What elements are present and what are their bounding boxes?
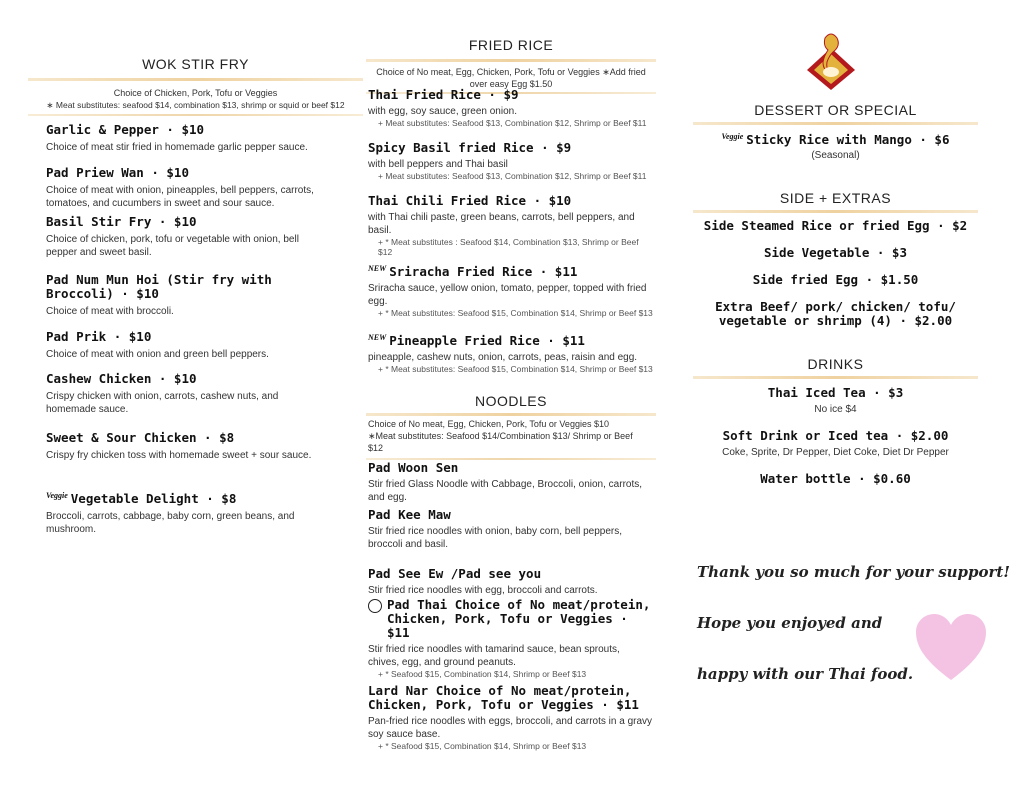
wok-item <box>46 215 326 259</box>
wok-item-name: Cashew Chicken · $10 <box>46 371 197 386</box>
noodle-item-desc: Stir fried rice noodles with tamarind sauce, bean sprouts, chives, egg, and ground peanuts. <box>368 644 620 668</box>
drinks-rule <box>693 376 978 379</box>
wok-item-desc: Choice of meat with broccoli. <box>46 306 174 317</box>
noodle-item <box>368 684 653 751</box>
sides-title: SIDE + EXTRAS <box>779 190 892 206</box>
side-item: Extra Beef/ pork/ chicken/ tofu/ vegetable or shrimp (4) · $2.00 <box>715 299 956 328</box>
wok-item-desc: Choice of meat with onion and green bell peppers. <box>46 349 269 360</box>
noodles-intro <box>368 418 648 454</box>
fried-rice-item-sub: + * Meat substitutes : Seafood $14, Combination $13, Shrimp or Beef $12 <box>378 237 639 257</box>
noodle-item-desc: Stir fried Glass Noodle with Cabbage, Broccoli, onion, carrots, and egg. <box>368 479 643 503</box>
wok-item <box>46 330 326 361</box>
restaurant-logo <box>805 32 857 90</box>
wok-section <box>28 0 363 536</box>
dessert-note: (Seasonal) <box>811 150 860 161</box>
fried-rice-item-desc: with bell peppers and Thai basil <box>368 159 508 170</box>
fried-rice-item <box>368 331 653 374</box>
dessert-item-name: Sticky Rice with Mango · $6 <box>746 132 950 148</box>
noodle-item-name: Lard Nar Choice of No meat/protein, Chicken, Pork, Tofu or Veggies · $11 <box>368 683 639 712</box>
drinks-title: DRINKS <box>807 356 864 372</box>
fried-rice-item <box>368 141 653 181</box>
wok-rule <box>28 78 363 81</box>
noodles-subs: ∗Meat substitutes: Seafood $14/Combination $13/ Shrimp or Beef $12 <box>368 431 633 453</box>
side-item: Side Steamed Rice or fried Egg · $2 <box>703 218 968 233</box>
noodle-item-name: Pad See Ew /Pad see you <box>368 566 542 581</box>
sides-rule <box>693 210 978 213</box>
fried-rice-item-title: Sriracha Fried Rice · $11 <box>389 264 578 280</box>
fried-rice-item-desc: with Thai chili paste, green beans, carrots, bell peppers, and basil. <box>368 212 635 236</box>
noodle-item <box>368 461 653 504</box>
noodles-title: NOODLES <box>475 393 547 409</box>
wok-item <box>46 166 326 210</box>
noodle-item-sub: + * Seafood $15, Combination $14, Shrimp or Beef $13 <box>378 741 587 751</box>
noodle-item <box>368 598 653 679</box>
wok-item <box>46 123 326 154</box>
thanks-line: Thank you so much for your support! <box>697 563 1010 581</box>
noodle-item-desc: Pan-fried rice noodles with eggs, broccoli, and carrots in a gravy soy sauce base. <box>368 716 653 740</box>
wok-item <box>46 372 326 416</box>
elephant-logo-icon <box>805 32 857 90</box>
new-tag: NEW <box>368 264 387 273</box>
fried-rice-item-title: Pineapple Fried Rice · $11 <box>389 333 585 349</box>
fried-rice-item-name: Thai Chili Fried Rice · $10 <box>368 193 572 208</box>
fried-rice-item-desc: pineapple, cashew nuts, onion, carrots, peas, raisin and egg. <box>368 352 638 364</box>
fried-rice-item-sub: + * Meat substitutes: Seafood $15, Combination $14, Shrimp or Beef $13 <box>378 364 653 375</box>
heart-icon <box>914 612 988 682</box>
side-item: Side Vegetable · $3 <box>764 245 907 260</box>
wok-item-desc: Choice of chicken, pork, tofu or vegetable with onion, bell pepper and sweet basil. <box>46 234 299 258</box>
fried-rice-item-name <box>368 331 653 348</box>
fried-rice-item <box>368 262 653 318</box>
wok-item <box>46 431 326 462</box>
fried-rice-item-name: Spicy Basil fried Rice · $9 <box>368 140 572 155</box>
fried-rice-item <box>368 194 653 257</box>
noodles-choice: Choice of No meat, Egg, Chicken, Pork, Tofu or Veggies $10 <box>368 419 609 429</box>
noodle-item <box>368 508 653 551</box>
wok-item-desc: Broccoli, carrots, cabbage, baby corn, green beans, and mushroom. <box>46 511 295 536</box>
new-tag: NEW <box>368 333 387 342</box>
dessert-item <box>693 130 978 147</box>
wok-item-name: Pad Num Mun Hoi (Stir fry with Broccoli) · $10 <box>46 272 272 301</box>
fried-rice-item-name: Thai Fried Rice · $9 <box>368 87 519 102</box>
fried-rice-item-sub: + * Meat substitutes: Seafood $15, Combination $14, Shrimp or Beef $13 <box>378 308 653 319</box>
thanks-line: Hope you enjoyed and <box>697 614 883 632</box>
noodle-item-sub: + * Seafood $15, Combination $14, Shrimp or Beef $13 <box>378 669 587 679</box>
fried-rice-item-desc: with egg, soy sauce, green onion. <box>368 106 517 117</box>
wok-item-name <box>46 489 326 506</box>
fried-rice-item-desc: Sriracha sauce, yellow onion, tomato, pepper, topped with fried egg. <box>368 283 647 308</box>
wok-item-name: Pad Prik · $10 <box>46 329 152 344</box>
wok-item-name: Garlic & Pepper · $10 <box>46 122 205 137</box>
fried-rice-choice: Choice of No meat, Egg, Chicken, Pork, Tofu or Veggies ∗Add fried over easy Egg $1.50 <box>376 67 646 89</box>
wok-item-name: Pad Priew Wan · $10 <box>46 165 189 180</box>
dessert-title: DESSERT OR SPECIAL <box>754 102 917 118</box>
drink-note: No ice $4 <box>814 404 857 415</box>
wok-item-desc: Crispy chicken with onion, carrots, cashew nuts, and homemade sauce. <box>46 391 279 415</box>
chef-icon <box>368 599 382 613</box>
wok-item-desc: Choice of meat stir fried in homemade garlic pepper sauce. <box>46 142 308 153</box>
wok-item-name: Sweet & Sour Chicken · $8 <box>46 430 235 445</box>
wok-item <box>46 273 326 318</box>
noodle-item-name: Pad Woon Sen <box>368 460 459 475</box>
fried-rice-item-sub: + Meat substitutes: Seafood $13, Combination $12, Shrimp or Beef $11 <box>378 118 647 128</box>
fried-rice-title: FRIED RICE <box>468 37 554 53</box>
veggie-tag: Veggie <box>721 132 744 141</box>
wok-item-title: Vegetable Delight · $8 <box>70 491 237 507</box>
wok-item <box>46 489 326 536</box>
fried-rice-rule <box>366 59 656 62</box>
veggie-tag: Veggie <box>46 491 68 500</box>
drink-item: Water bottle · $0.60 <box>760 471 911 486</box>
wok-item-desc: Choice of meat with onion, pineapples, bell peppers, carrots, tomatoes, and cucumbers in sweet and sour sauce. <box>46 185 314 209</box>
wok-item-name: Basil Stir Fry · $10 <box>46 214 197 229</box>
fried-rice-item <box>368 88 653 128</box>
noodle-item-desc: Stir fried rice noodles with egg, broccoli and carrots. <box>368 585 598 596</box>
noodle-item-title: Pad Thai Choice of No meat/protein, Chicken, Pork, Tofu or Veggies · $11 <box>387 597 651 640</box>
drink-item: Soft Drink or Iced tea · $2.00 <box>722 428 949 443</box>
noodle-item <box>368 567 653 597</box>
noodle-item-name: Pad Kee Maw <box>368 507 451 522</box>
wok-item-desc: Crispy fry chicken toss with homemade sweet + sour sauce. <box>46 450 312 461</box>
drink-note: Coke, Sprite, Dr Pepper, Diet Coke, Diet Dr Pepper <box>722 447 949 458</box>
side-item: Side fried Egg · $1.50 <box>752 272 919 287</box>
noodle-item-name <box>368 598 653 640</box>
fried-rice-item-sub: + Meat substitutes: Seafood $13, Combination $12, Shrimp or Beef $11 <box>378 171 647 181</box>
wok-rule-2 <box>28 114 363 116</box>
noodles-rule <box>366 413 656 416</box>
middle-section <box>366 0 656 751</box>
wok-title: WOK STIR FRY <box>142 56 249 72</box>
drink-item: Thai Iced Tea · $3 <box>767 385 904 400</box>
noodle-item-desc: Stir fried rice noodles with onion, baby corn, bell peppers, broccoli and basil. <box>368 526 623 550</box>
wok-choice: Choice of Chicken, Pork, Tofu or Veggies <box>113 88 278 98</box>
wok-subs: ∗ Meat substitutes: seafood $14, combination $13, shrimp or squid or beef $12 <box>46 100 345 110</box>
fried-rice-item-name <box>368 262 653 279</box>
thanks-line: happy with our Thai food. <box>697 665 914 683</box>
dessert-rule <box>693 122 978 125</box>
